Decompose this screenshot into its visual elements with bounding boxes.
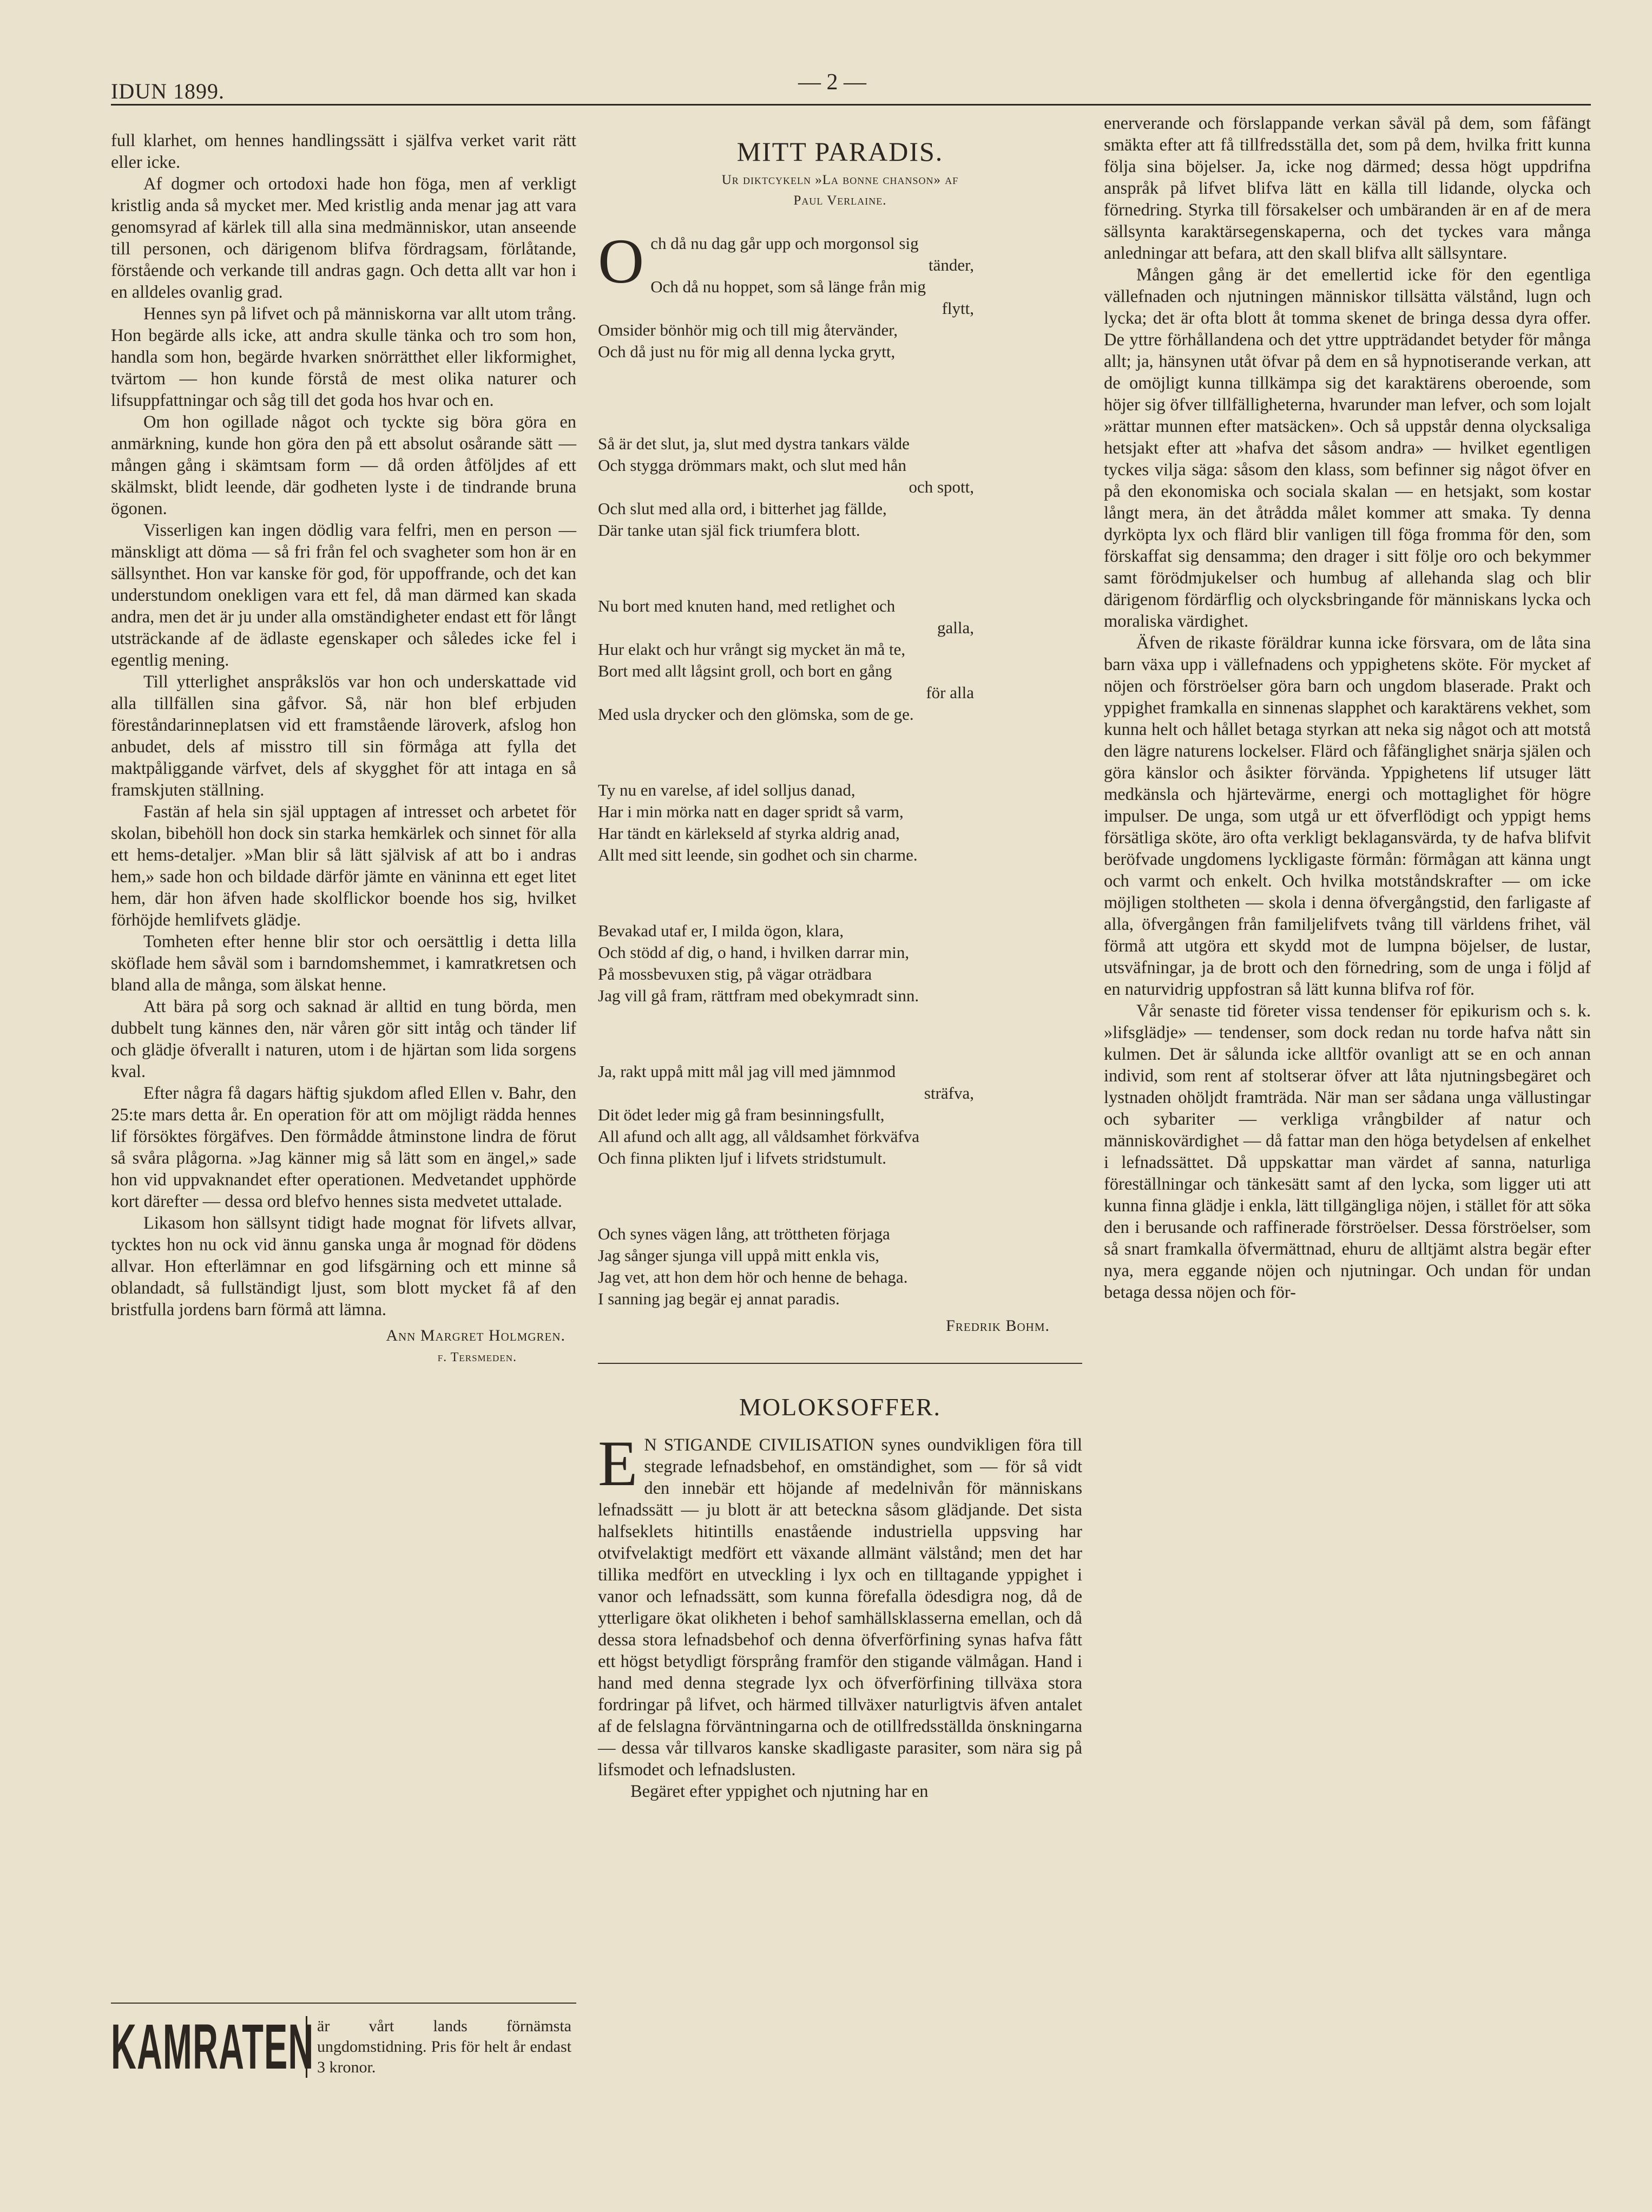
verse-line: Bort med allt lågsint groll, och bort en gång — [598, 661, 892, 680]
verse-line: Så är det slut, ja, slut med dystra tankars välde — [598, 434, 910, 453]
verse-line: Jag vet, att hon dem hör och henne de behaga. — [598, 1268, 908, 1286]
paragraph: Likasom hon sällsynt tidigt hade mognat för lifvets allvar, tycktes hon nu ock vid ännu ganska unga år mognad för dödens allvar. Hon efterlämnar en god lifsgärning och ett minne så oblandadt, så fullständigt ljust, som blott mycket få af den bristfulla jordens barn förmå att lämna. — [111, 1213, 576, 1320]
verse-line: Och slut med alla ord, i bitterhet jag fällde, — [598, 499, 887, 518]
article-paragraph: Begäret efter yppighet och njutning har en — [630, 1782, 929, 1801]
verse-line-cont: tänder, — [929, 255, 974, 274]
author-signature-sub: f. Tersmeden. — [437, 1350, 517, 1364]
verse-line: Nu bort med knuten hand, med retlighet och — [598, 596, 896, 615]
paragraph: Af dogmer och ortodoxi hade hon föga, men af verkligt kristlig anda så mycket mer. Med kristlig anda menar jag att vara genomsyrad af kärlek till alla sina medmänniskor, utan anseende till personen, och därigenom blifva fördragsam, förlåtande, förstående och verkande till andras gagn. Och detta allt var hon i en alldeles ovanlig grad. — [111, 174, 576, 302]
paragraph: enerverande och förslappande verkan såväl på dem, som fåfängt smäkta efter att få tillfredsställa det, som på dem, hvilka fritt kunna följa sina böjelser. Ja, icke nog därmed; dessa högt uppdrifna anspråk på lifvet blifva lätt en källa till lidande, olycka och förnedring. Styrka till försakelser och umbäranden är en af de mera sällsynta karaktärsegenskaperna, och det tyckes vara många anledningar att befara, att den skall blifva allt sällsyntare. — [1104, 114, 1591, 263]
verse-line: ch då nu dag går upp och morgonsol sig — [650, 234, 919, 253]
verse-line: Har tändt en kärlekseld af styrka aldrig anad, — [598, 824, 900, 843]
header-rule — [111, 104, 1591, 106]
paragraph: Äfven de rikaste föräldrar kunna icke försvara, om de låta sina barn växa upp i vällefnadens och yppighetens sköte. För mycket af nöjen och förströelser göra barn och ungdom blaserade. Prakt och yppighet framkalla en sinnenas slapphet och karaktärens vekhet, som kunna helt och hållet betaga styrkan att neka sig något och att motstå den lägre naturens lockelser. Flärd och fåfänglighet snärja själen och göra känslor och åsikter förvända. Yppighetens lif utsuger lätt medkänsla och hjärtevärme, energi och mottaglighet för högre impulser. De unga, som utgå ur ett öfverflödigt och yppigt hems försätliga sköte, äro ofta verkligt beklagansvärda, ty de hafva blifvit beröfvade ungdomens lyckligaste förmån: förmågan att känna ungt och varmt och enkelt. Och hvilka motståndskrafter — om icke möjligen stoltheten — skola i denna öfvergångstid, den farligaste af alla, öfvergången från familjelifvets tvång till världens frihet, väl förmå att utgöra ett skydd mot de lumpna böjelser, de lustar, utsväfningar, ja de brott och den förnedring, som de unga i följd af en naturvidrig uppfostran så lätt kunna blifva rof för. — [1104, 633, 1591, 999]
verse-line: Där tanke utan själ fick triumfera blott. — [598, 521, 860, 540]
masthead-label: IDUN 1899. — [111, 79, 225, 103]
verse-line: Jag sånger sjunga vill uppå mitt enkla vis, — [598, 1246, 880, 1265]
verse-line: Hur elakt och hur vrångt sig mycket än må te, — [598, 640, 906, 659]
author-signature: Ann Margret Holmgren. — [386, 1327, 565, 1344]
verse-line: Ty nu en varelse, af idel solljus danad, — [598, 780, 855, 799]
article-body — [598, 1427, 1082, 1802]
paragraph: Hennes syn på lifvet och på människorna var allt utom trång. Hon begärde alls icke, att andra skulle tänka och tro som hon, handla som hon, begärde hvarken snörrätthet eller likformighet, tvärtom — hon kunde förstå de mest olika naturer och lifsuppfattningar och såg till det goda hos hvar och en. — [111, 304, 576, 410]
poem-subtitle-author: Paul Verlaine. — [793, 193, 887, 208]
verse-line: Och finna plikten ljuf i lifvets stridstumult. — [598, 1148, 886, 1167]
column-1 — [111, 130, 576, 1368]
section-divider — [598, 1363, 1082, 1364]
stanza — [598, 1223, 1082, 1310]
stanza — [598, 226, 1082, 363]
paragraph: Mången gång är det emellertid icke för den egentliga vällefnaden och njutningen människor tillsätta välstånd, lugn och lycka; det är ofta blott åt tomma skenet de bringa dessa dyra offer. De yttre förhållandena och det yttre uppträdandet betyder för många allt; ja, hänsynen utåt öfvar på dem en så hypnotiserande verkan, att de omöjligt kunna tillkämpa sig det karaktärens oberoende, som höjer sig öfver tillfälligheterna, hvarunder man lefver, och som lojalt »rättar munnen efter matsäcken». Och så uppstår denna olycksaliga hetsjakt efter att »hafva det såsom andra» — hvilket egentligen tyckes vilja säga: såsom den klass, som befinner sig något öfver en på den ekonomiska och sociala skalan — en hetsjakt, som kostar långt mera, än det åtrådda målet kommer att smaka. Ty denna dyrköpta lyx och flärd blir vanligen till föga fromma för den, som förskaffat sig densamma; den drager i sitt följe oro och bekymmer samt förödmjukelser och humbug af allehanda slag och blir därigenom fördärflig och olycksbringande för människans lycka och moraliska värdighet. — [1104, 265, 1591, 631]
poem-title: MITT PARADIS. — [736, 136, 944, 167]
verse-line-cont: sträfva, — [924, 1084, 974, 1102]
verse-line: Har i min mörka natt en dager spridt så varm, — [598, 802, 904, 821]
paragraph: full klarhet, om hennes handlingssätt i själfva verket varit rätt eller icke. — [111, 131, 576, 172]
verse-line: Ja, rakt uppå mitt mål jag vill med jämnmod — [598, 1062, 896, 1081]
paragraph: Fastän af hela sin själ upptagen af intresset och arbetet för skolan, bibehöll hon dock sin starka hemkärlek och sinnet för alla ett hems-detaljer. »Man blir så lätt självisk af att bo i andras hem,» sade hon och bildade därför jämte en väninna ett eget litet hem, där hon äfven hade skolflickor boende hos sig, hvilket förhöjde hemlifvets glädje. — [111, 802, 576, 930]
advertisement — [111, 2003, 576, 2083]
verse-line: Dit ödet leder mig gå fram besinningsfullt, — [598, 1105, 885, 1124]
poem-translator-signature: Fredrik Bohm. — [946, 1317, 1050, 1335]
verse-line: Och stygga drömmars makt, och slut med hån — [598, 456, 906, 475]
paragraph: Om hon ogillade något och tyckte sig böra göra en anmärkning, kunde hon göra den på ett absolut osårande sätt — mången gång i skämtsam form — då orden åtföljdes af ett skälmskt, blidt leende, där godheten lyste i de tindrande bruna ögonen. — [111, 412, 576, 518]
verse-line: Och då just nu för mig all denna lycka grytt, — [598, 342, 896, 361]
paragraph: Efter några få dagars häftig sjukdom afled Ellen v. Bahr, den 25:te mars detta år. En operation för att om möjligt rädda hennes lif försöktes förgäfves. Den förmådde åtminstone lindra de förut så svåra plågorna. »Jag känner mig så lätt som en ängel,» sade hon vid uppvaknandet efter operationen. Medvetandet upphörde kort därefter — dessa ord blefvo hennes sista medvetet uttalade. — [111, 1084, 576, 1211]
verse-line: På mossbevuxen stig, på vägar oträdbara — [598, 964, 872, 983]
kamraten-logo: KAMRATEN — [111, 2011, 314, 2083]
article-title: MOLOKSOFFER. — [739, 1393, 941, 1421]
verse-line-cont: för alla — [926, 683, 974, 702]
poem-subtitle: Ur diktcykeln »La bonne chanson» af — [721, 173, 959, 187]
stanza — [598, 433, 1082, 541]
article-drop-cap: E — [598, 1427, 638, 1499]
verse-line: Bevakad utaf er, I milda ögon, klara, — [598, 921, 844, 940]
verse-line: All afund och allt agg, all våldsamhet förkväfva — [598, 1127, 919, 1146]
column-2 — [598, 130, 1082, 1802]
poem-body — [598, 226, 1082, 1337]
advertisement-text: är vårt lands förnämsta ungdomstidning. Pris för helt år endast 3 kronor. — [306, 2016, 571, 2078]
paragraph: Visserligen kan ingen dödlig vara felfri, men en person — mänskligt att döma — så fri från fel och svagheter som hon är en sällsynthet. Hon var kanske för god, för uppoffrande, och det kan understundom onekligen vara ett fel, då man därmed kan skada andra, men det är ju under alla omständigheter endast ett för långt utsträckande af de ädlaste egenskaper och således icke fel i egentlig mening. — [111, 521, 576, 670]
stanza — [598, 1061, 1082, 1169]
verse-line-cont: galla, — [937, 618, 974, 637]
verse-line: Och stödd af dig, o hand, i hvilken darrar min, — [598, 943, 910, 962]
drop-cap: O — [598, 226, 644, 297]
paragraph: Vår senaste tid företer vissa tendenser för epikurism och s. k. »lifsglädje» — tendenser, som dock redan nu torde hafva nått sin kulmen. Det är sålunda icke alltför ovanligt att se en och annan individ, som rent af stoltserar öfver att låta njutningsbegäret och lystnaden ohöljdt framträda. När man ser sådana unga vällustingar och sybariter — verkliga vrångbilder af natur och människovärdighet — då fattar man den höga betydelsen af enkelhet i lefnadssättet. Då uppskattar man värdet af sanna, naturliga föreställningar och tänkesätt samt af den lycka, som ligger uti att kunna finna glädje i enkla, lätt tillgängliga nöjen, i stället för att söka den i berusande och raffinerade förströelser. Dessa förströelser, som så snart framkalla öfvermättnad, ehuru de alltjämt alstra begär efter nya, mera eggande nöjen och njutningar. Och undan för undan betaga dessa nöjen och för- — [1104, 1001, 1591, 1302]
paragraph: Till ytterlighet anspråkslös var hon och underskattade vid alla tillfällen sina gåfvor. Så, när hon blef erbjuden föreståndarinneplatsen vid ett framstående läroverk, afslog hon anbudet, dels af misstro till sin förmåga att fylla det maktpåliggande värfvet, dels af skygghet för att intaga en så framskjuten ställning. — [111, 672, 576, 800]
article-paragraph: N STIGANDE CIVILISATION synes oundvikligen föra till stegrade lefnadsbehof, en omständighet, som — för så vidt den innebär ett höjande af medelnivån för människans lefnadssätt — ju blott är att beteckna såsom glädjande. Det sista halfseklets hitintills enastående industriella uppsving har otvifvelaktigt medfört ett växande allmänt välstånd; men det har tillika medfört en utveckling i lyx och en tilltagande yppighet i vanor och lefnadssätt, som kunna förefalla ödesdigra nog, då de ytterligare ökat olikheten i behof samhällsklasserna emellan, och då dessa stora lefnadsbehof och denna öfverförfining synas hafva fått ett högst betydligt försprång framför den stigande välmågan. Hand i hand med denna stegrade lyx och öfverförfining tillväxa stora fordringar på lifvet, och härmed tillväxer naturligtvis äfven antalet af de felslagna förväntningarna och de otillfredsställda önskningarna — dessa vår tillvaros kanske skadligaste parasiter, som nära sig på lifsmodet och lefnadslusten. — [598, 1435, 1082, 1780]
verse-line-cont: och spott, — [909, 477, 974, 496]
verse-line: Omsider bönhör mig och till mig återvänder, — [598, 320, 898, 339]
stanza — [598, 920, 1082, 1007]
paragraph: Tomheten efter henne blir stor och oersättlig i detta lilla sköflade hem såväl som i barndomshemmet, i kamratkretsen och bland alla de många, som älskat henne. — [111, 932, 576, 995]
stanza — [598, 779, 1082, 866]
page-number: — 2 — — [798, 70, 866, 95]
column-3 — [1104, 113, 1591, 1303]
verse-line: I sanning jag begär ej annat paradis. — [598, 1289, 840, 1308]
verse-line: Jag vill gå fram, rättfram med obekymradt sinn. — [598, 986, 919, 1005]
stanza — [598, 595, 1082, 725]
verse-line: Allt med sitt leende, sin godhet och sin charme. — [598, 845, 918, 864]
verse-line: Med usla drycker och den glömska, som de ge. — [598, 705, 914, 724]
verse-line-cont: flytt, — [942, 299, 974, 318]
paragraph: Att bära på sorg och saknad är alltid en tung börda, men dubbelt tung kännes den, när våren gör sitt intåg och tänder lif och glädje öfverallt i naturen, utom i de hjärtan som lida sorgens kval. — [111, 997, 576, 1081]
verse-line: Och då nu hoppet, som så länge från mig — [650, 277, 926, 296]
verse-line: Och synes vägen lång, att tröttheten förjaga — [598, 1224, 890, 1243]
